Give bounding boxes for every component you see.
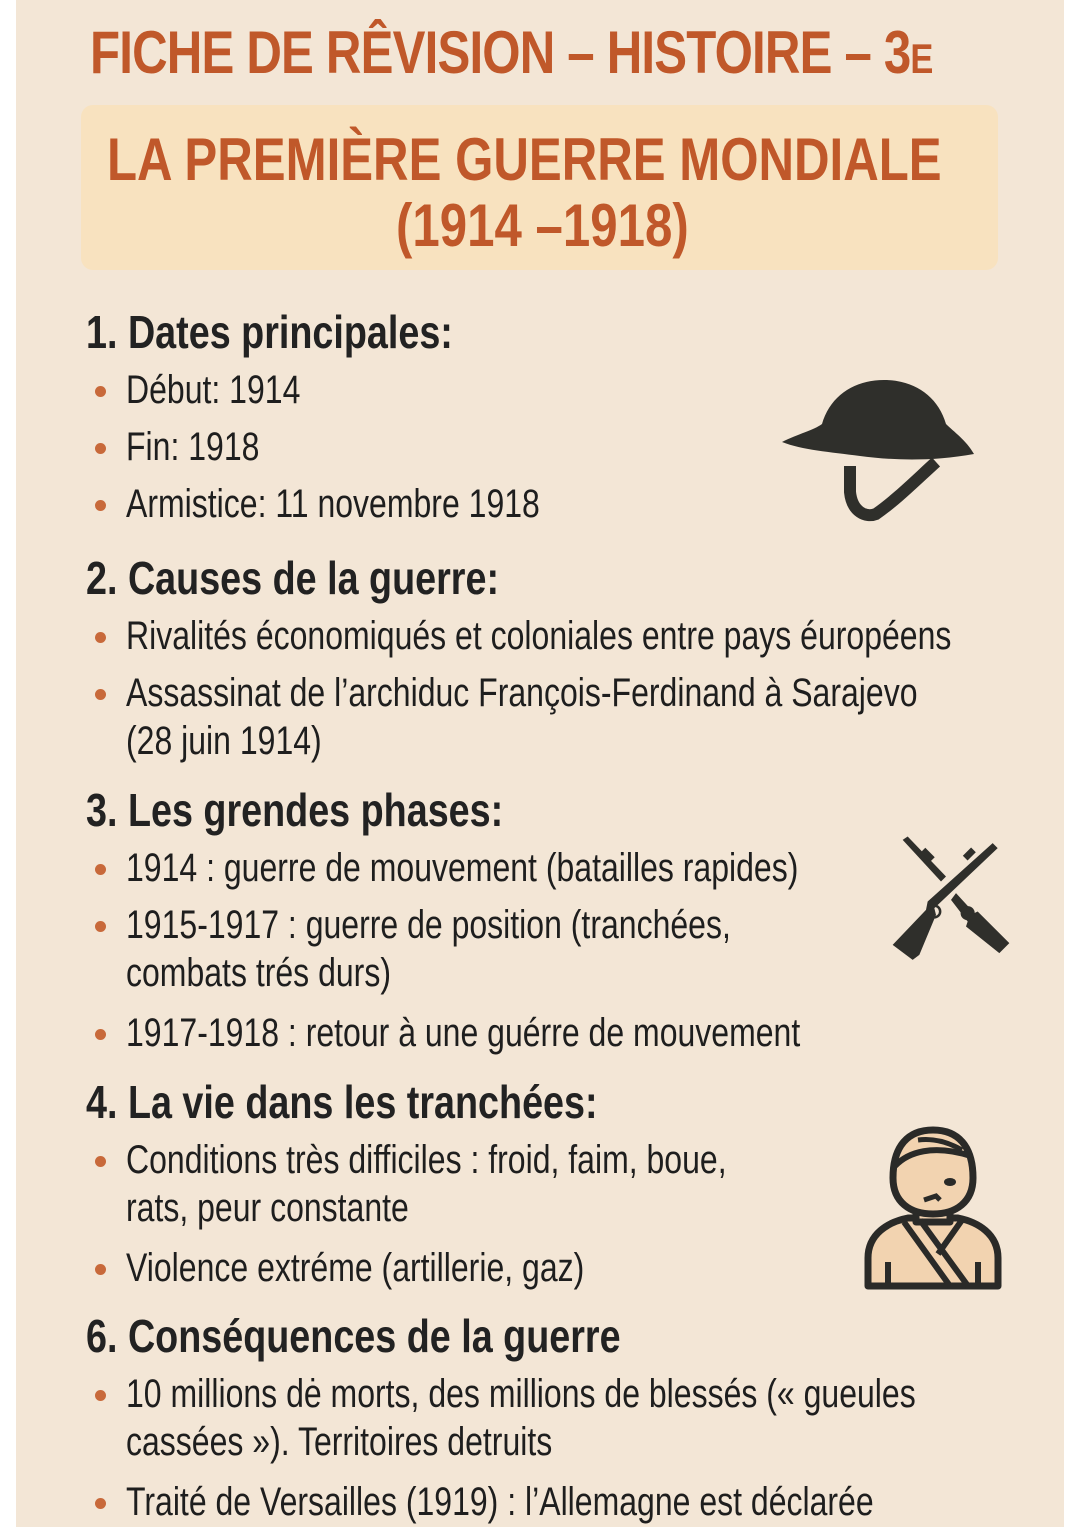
page-title-suffix: E bbox=[910, 35, 933, 82]
bullet-dot bbox=[95, 632, 106, 643]
subtitle-box bbox=[81, 105, 998, 270]
section-heading-trenches: 4. La vie dans les tranchées: bbox=[86, 1076, 598, 1128]
bullet-dot bbox=[95, 386, 106, 397]
list-phases bbox=[86, 844, 969, 1057]
section-heading-phases: 3. Les grendes phases: bbox=[86, 784, 504, 836]
bullet-dot bbox=[95, 1264, 106, 1275]
page-title-text: FICHE DE RÊVISION – HISTOIRE – 3 bbox=[90, 19, 911, 86]
section-heading-causes: 2. Causes de la guerre: bbox=[86, 552, 500, 604]
wounded-soldier-icon bbox=[858, 1122, 1008, 1292]
bullet-dot bbox=[95, 1029, 106, 1040]
list-item: Rivalités économiqués et coloniales entre pays éuropéens bbox=[86, 612, 1080, 660]
bullet-dot bbox=[95, 1498, 106, 1509]
bullet-dot bbox=[95, 500, 106, 511]
subtitle-line-2: (1914 –1918) bbox=[396, 192, 689, 259]
subtitle-line-1: LA PREMIÈRE GUERRE MONDIALE bbox=[107, 126, 942, 193]
bullet-dot bbox=[95, 1156, 106, 1167]
helmet-icon bbox=[780, 378, 980, 523]
section-heading-dates: 1. Dates principales: bbox=[86, 306, 453, 358]
bullet-dot bbox=[95, 864, 106, 875]
list-item: Fin: 1918 bbox=[86, 423, 643, 471]
list-item: 1917-1918 : retour à une guérre de mouvement bbox=[86, 1009, 969, 1057]
revision-sheet bbox=[16, 0, 1064, 1527]
list-trenches bbox=[86, 1136, 877, 1292]
list-item: Violence extréme (artillerie, gaz) bbox=[86, 1244, 877, 1292]
list-item: Début: 1914 bbox=[86, 366, 643, 414]
bullet-dot bbox=[95, 921, 106, 932]
crossed-rifles-icon bbox=[876, 824, 1026, 974]
list-causes bbox=[86, 612, 1080, 765]
page-title bbox=[90, 18, 933, 94]
bullet-dot bbox=[95, 1390, 106, 1401]
list-item: Armistice: 11 novembre 1918 bbox=[86, 480, 643, 528]
list-item: Traité de Versailles (1919) : l’Allemagne est déclarée bbox=[86, 1478, 1080, 1526]
list-item: 1915-1917 : guerre de position (tranchées, combats trés durs) bbox=[86, 901, 969, 997]
list-item: Conditions très difficiles : froid, faim, boue, rats, peur constante bbox=[86, 1136, 877, 1232]
list-item: Assassinat de l’archiduc François-Ferdinand à Sarajevo (28 juin 1914) bbox=[86, 669, 1080, 765]
list-consequences bbox=[86, 1370, 1080, 1526]
bullet-dot bbox=[95, 689, 106, 700]
section-heading-consequences: 6. Conséquences de la guerre bbox=[86, 1310, 621, 1362]
list-item: 1914 : guerre de mouvement (batailles rapides) bbox=[86, 844, 969, 892]
bullet-dot bbox=[95, 443, 106, 454]
list-item: 10 millions dė morts, des millions de blessés (« gueules cassées »). Territoires detruits bbox=[86, 1370, 1080, 1466]
list-dates bbox=[86, 366, 643, 528]
